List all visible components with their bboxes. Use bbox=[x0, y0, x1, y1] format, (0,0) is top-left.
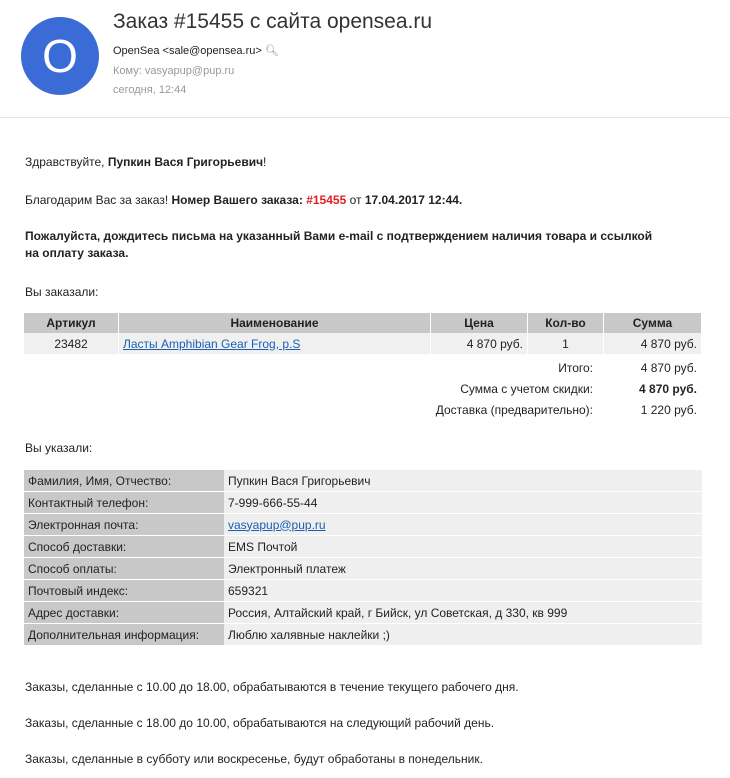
col-article: Артикул bbox=[24, 313, 119, 333]
email-date: сегодня, 12:44 bbox=[113, 84, 187, 96]
info-key: Способ оплаты: bbox=[24, 558, 224, 580]
ordered-label: Вы заказали: bbox=[25, 285, 99, 299]
discount-total-value: 4 870 руб. bbox=[639, 382, 697, 396]
info-value bbox=[224, 514, 702, 536]
discount-total-row bbox=[0, 382, 730, 398]
thanks-text: Благодарим Вас за заказ! bbox=[25, 193, 172, 207]
order-info-line bbox=[25, 193, 462, 207]
greeting-name: Пупкин Вася Григорьевич bbox=[107, 155, 264, 169]
email-to: Кому: vasyapup@pup.ru bbox=[113, 65, 235, 77]
info-value: Электронный платеж bbox=[224, 558, 702, 580]
footer-note-3: Заказы, сделанные в субботу или воскресенье, будут обработаны в понедельник. bbox=[25, 752, 483, 766]
orders-header-row bbox=[24, 313, 702, 333]
info-key: Фамилия, Имя, Отчество: bbox=[24, 470, 224, 492]
info-value: 7-999-666-55-44 bbox=[224, 492, 702, 514]
cell-price: 4 870 руб. bbox=[431, 333, 528, 354]
cell-article: 23482 bbox=[24, 333, 119, 354]
greeting bbox=[25, 155, 266, 169]
sender-avatar[interactable]: O bbox=[21, 17, 99, 95]
discount-total-label: Сумма с учетом скидки: bbox=[460, 382, 593, 396]
notice-line-1: Пожалуйста, дождитесь письма на указанный Вами e-mail с подтверждением наличия товара и ссылкой bbox=[25, 229, 653, 243]
col-sum: Сумма bbox=[604, 313, 702, 333]
specified-label: Вы указали: bbox=[25, 441, 93, 455]
info-value: EMS Почтой bbox=[224, 536, 702, 558]
total-label: Итого: bbox=[558, 361, 593, 375]
email-subject: Заказ #15455 с сайта opensea.ru bbox=[113, 10, 433, 33]
cell-name bbox=[119, 333, 431, 354]
order-number: #15455 bbox=[306, 193, 347, 207]
customer-info-table bbox=[24, 470, 702, 646]
orders-table bbox=[24, 313, 702, 354]
info-row-phone bbox=[24, 492, 702, 514]
info-row-extra bbox=[24, 624, 702, 646]
order-label: Номер Вашего заказа: bbox=[171, 193, 307, 207]
cell-sum: 4 870 руб. bbox=[604, 333, 702, 354]
info-row-payment bbox=[24, 558, 702, 580]
info-key: Электронная почта: bbox=[24, 514, 224, 536]
cell-qty: 1 bbox=[528, 333, 604, 354]
info-key: Адрес доставки: bbox=[24, 602, 224, 624]
info-value: Россия, Алтайский край, г Бийск, ул Советская, д 330, кв 999 bbox=[224, 602, 702, 624]
notice-line-2: на оплату заказа. bbox=[25, 246, 129, 260]
info-key: Способ доставки: bbox=[24, 536, 224, 558]
search-icon[interactable]: 🔍︎ bbox=[264, 45, 279, 57]
order-from: от bbox=[346, 193, 365, 207]
greeting-suffix: ! bbox=[263, 155, 267, 169]
footer-note-1: Заказы, сделанные с 10.00 до 18.00, обрабатываются в течение текущего рабочего дня. bbox=[25, 680, 519, 694]
order-date: 17.04.2017 12:44. bbox=[364, 193, 463, 207]
email-link[interactable]: vasyapup@pup.ru bbox=[228, 517, 326, 532]
info-value: Люблю халявные наклейки ;) bbox=[224, 624, 702, 646]
col-qty: Кол-во bbox=[528, 313, 604, 333]
total-row bbox=[0, 361, 730, 377]
delivery-row bbox=[0, 403, 730, 419]
info-key: Контактный телефон: bbox=[24, 492, 224, 514]
info-key: Дополнительная информация: bbox=[24, 624, 224, 646]
email-header bbox=[0, 0, 730, 114]
sender-address[interactable]: OpenSea <sale@opensea.ru> bbox=[113, 45, 262, 57]
info-row-email bbox=[24, 514, 702, 536]
delivery-value: 1 220 руб. bbox=[640, 403, 697, 417]
info-row-address bbox=[24, 602, 702, 624]
footer-note-2: Заказы, сделанные с 18.00 до 10.00, обрабатываются на следующий рабочий день. bbox=[25, 716, 495, 730]
header-divider bbox=[0, 117, 730, 118]
col-name: Наименование bbox=[119, 313, 431, 333]
info-row-delivery bbox=[24, 536, 702, 558]
total-value: 4 870 руб. bbox=[640, 361, 697, 375]
delivery-label: Доставка (предварительно): bbox=[435, 403, 593, 417]
info-row-zip bbox=[24, 580, 702, 602]
info-value: 659321 bbox=[224, 580, 702, 602]
info-value: Пупкин Вася Григорьевич bbox=[224, 470, 702, 492]
info-key: Почтовый индекс: bbox=[24, 580, 224, 602]
greeting-prefix: Здравствуйте, bbox=[25, 155, 108, 169]
col-price: Цена bbox=[431, 313, 528, 333]
table-row bbox=[24, 333, 702, 354]
info-row-name bbox=[24, 470, 702, 492]
product-link[interactable]: Ласты Amphibian Gear Frog, p.S bbox=[123, 336, 301, 351]
email-from[interactable] bbox=[113, 44, 279, 57]
